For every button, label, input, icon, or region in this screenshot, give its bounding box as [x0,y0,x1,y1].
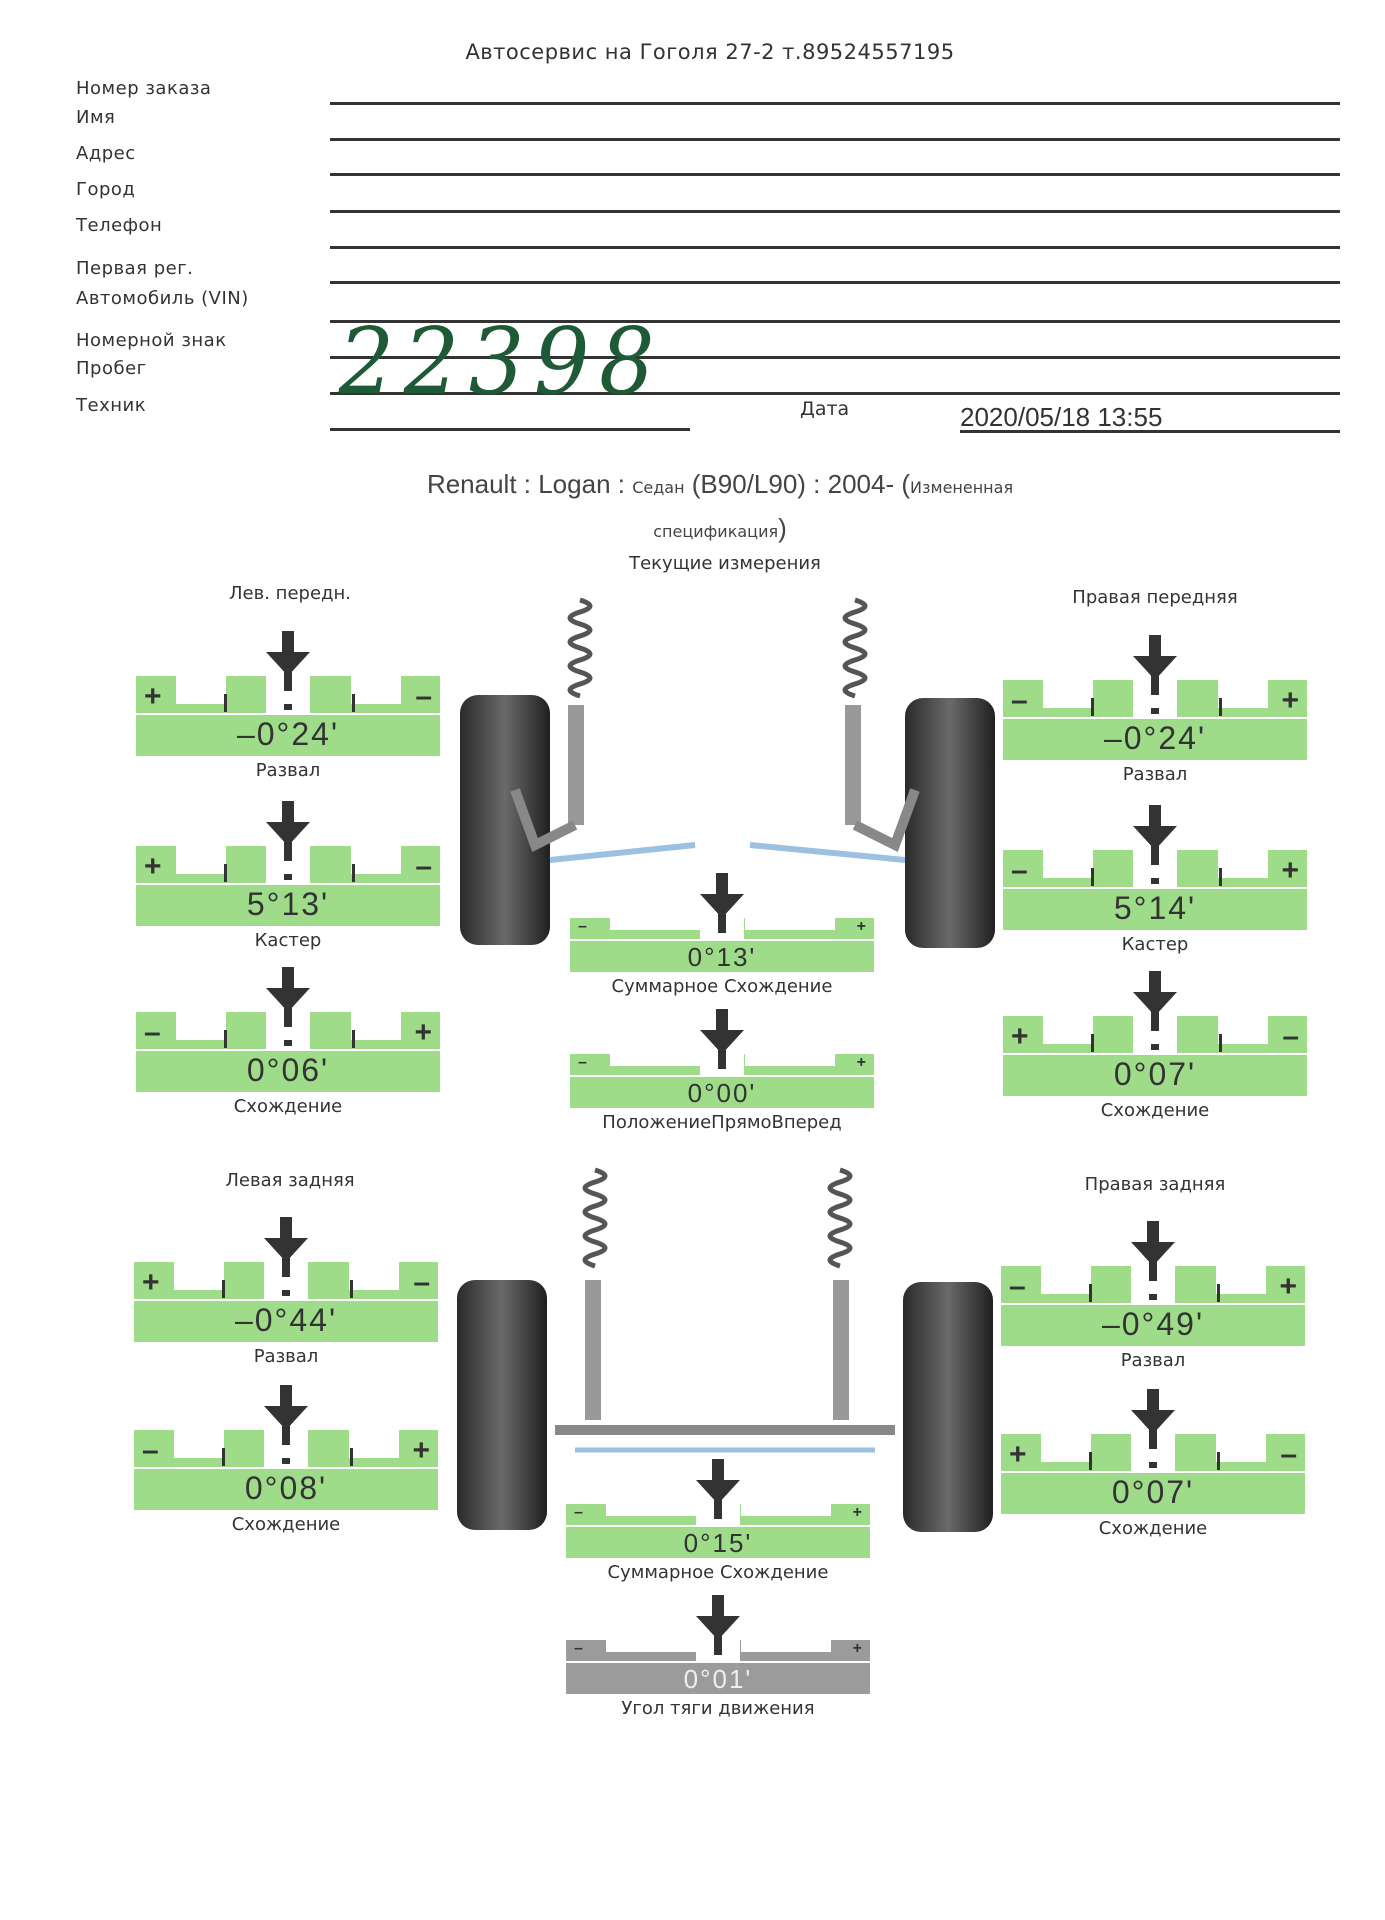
vehicle-spec-part1: Измененная [910,478,1014,497]
gauge-label: Схождение [1098,1518,1208,1539]
gauge-center-mark [284,704,292,710]
gauge-notch [610,918,700,930]
gauge-rail [1003,887,1307,889]
gauge-notch [610,1054,700,1066]
gauge-left-sign: – [144,1016,161,1049]
gauge-center-mark [1149,1462,1157,1468]
gauge-notch [176,1012,226,1040]
gauge-tick [1089,1284,1092,1302]
gauge-tick [222,1448,225,1466]
gauge-label: Суммарное Схождение [611,976,833,997]
gauge-value: 0°01' [683,1664,753,1694]
gauge-right-sign: + [1281,854,1299,887]
gauge-right-sign: + [412,1434,430,1467]
gauge-value: 0°00' [687,1078,757,1108]
gauge-left-sign: – [142,1434,159,1467]
gauge-left-sign: + [144,850,162,883]
rear-right-tire [903,1282,993,1532]
gauge-notch [349,1430,399,1458]
form-line [330,138,1340,141]
gauge-pointer-arrow-icon [700,873,744,933]
gauge-value: 5°14' [1113,890,1197,926]
gauge-rail [570,939,874,941]
field-label-name: Имя [76,107,116,128]
gauge-pointer-arrow-icon [1131,1221,1175,1281]
gauge-value: 0°07' [1113,1056,1197,1092]
gauge-tick [350,1280,353,1298]
gauge-rail [136,883,440,885]
gauge-right-sign: – [1280,1438,1297,1471]
gauge-label: Схождение [1100,1100,1210,1121]
gauge-right-sign: – [415,680,432,713]
gauge-left-sign: + [142,1266,160,1299]
gauge-notch [351,846,401,874]
gauge-value: –0°24' [1103,720,1207,756]
gauge-tick [1091,868,1094,886]
field-label-vin: Автомобиль (VIN) [76,288,249,309]
form-line [330,102,1340,105]
gauge-center-mark [284,1040,292,1046]
front-right-tire [905,698,995,948]
rear-right-title: Правая задняя [1084,1174,1226,1195]
gauge-right-sign: + [414,1016,432,1049]
gauge-notch [745,918,835,930]
vehicle-code-years: (B90/L90) : 2004- ( [684,469,911,499]
gauge-label: Схождение [231,1514,341,1535]
gauge-value: 0°15' [683,1528,753,1558]
service-header: Автосервис на Гоголя 27-2 т.89524557195 [465,40,955,64]
gauge-notch [1043,1016,1093,1044]
gauge-notch [1043,850,1093,878]
gauge-pointer-arrow-icon [700,1009,744,1069]
gauge-right-sign: + [856,918,866,935]
gauge-rail [134,1299,438,1301]
form-line [330,281,1340,284]
gauge-label: Развал [255,760,321,781]
date-label: Дата [800,398,850,420]
gauge-left-sign: + [144,680,162,713]
gauge-pointer-arrow-icon [1133,805,1177,865]
gauge-label: Развал [253,1346,319,1367]
gauge-tick [1217,1452,1220,1470]
gauge-notch [1216,1266,1266,1294]
gauge-notch [606,1504,696,1516]
gauge-notch [741,1640,831,1652]
gauge-tick [1091,1034,1094,1052]
gauge-value: –0°49' [1101,1306,1205,1342]
gauge-left-sign: + [1011,1020,1029,1053]
gauge-left-sign: – [1011,854,1028,887]
gauge-notch [1216,1434,1266,1462]
form-line [330,428,690,431]
gauge-rail [1003,717,1307,719]
front-left-title: Лев. передн. [229,583,351,604]
gauge-notch [1041,1434,1091,1462]
form-line [330,173,1340,176]
gauge-label: Кастер [254,930,322,951]
gauge-pointer-arrow-icon [696,1595,740,1655]
gauge-tick [350,1448,353,1466]
gauge-notch [174,1430,224,1458]
vehicle-spec-close: ) [778,513,787,543]
gauge-rail [1003,1053,1307,1055]
gauge-left-sign: – [574,1640,583,1657]
gauge-right-sign: + [852,1504,862,1521]
gauge-tick [222,1280,225,1298]
field-label-plate: Номерной знак [76,330,227,351]
gauge-value: –0°44' [234,1302,338,1338]
gauge-pointer-arrow-icon [266,631,310,691]
gauge-rail [136,713,440,715]
gauge-notch [741,1504,831,1516]
gauge-value: 0°07' [1111,1474,1195,1510]
field-label-first-reg: Первая рег. [76,258,194,279]
gauge-tick [352,864,355,882]
gauge-tick [352,694,355,712]
gauge-right-sign: – [413,1266,430,1299]
gauge-tick [1091,698,1094,716]
front-left-tire [460,695,550,945]
gauge-right-sign: – [415,850,432,883]
gauge-tick [1089,1452,1092,1470]
gauge-value: –0°24' [236,716,340,752]
vehicle-make-model: Renault : Logan : [426,469,633,499]
gauge-notch [174,1262,224,1290]
gauge-value: 0°13' [687,942,757,972]
field-label-address: Адрес [76,143,136,164]
gauge-right-sign: + [856,1054,866,1071]
gauge-pointer-arrow-icon [266,801,310,861]
gauge-center-mark [282,1290,290,1296]
gauge-label: ПоложениеПрямоВперед [602,1112,842,1133]
gauge-notch [606,1640,696,1652]
gauge-notch [176,846,226,874]
gauge-label: Схождение [233,1096,343,1117]
gauge-value: 0°06' [246,1052,330,1088]
field-label-technician: Техник [76,395,147,416]
current-measurements-title: Текущие измерения [629,553,821,574]
vehicle-body: Седан [632,478,685,497]
gauge-label: Угол тяги движения [621,1698,815,1719]
gauge-tick [224,864,227,882]
vehicle-spec-part2: спецификация [653,522,779,541]
gauge-pointer-arrow-icon [264,1217,308,1277]
gauge-center-mark [1151,1044,1159,1050]
field-label-mileage: Пробег [76,358,147,379]
gauge-tick [1217,1284,1220,1302]
gauge-rail [1001,1303,1305,1305]
gauge-tick [224,1030,227,1048]
vehicle-description [380,464,1060,552]
gauge-notch [1043,680,1093,708]
gauge-notch [1218,680,1268,708]
gauge-rail [1001,1471,1305,1473]
gauge-notch [176,676,226,704]
gauge-right-sign: + [852,1640,862,1657]
gauge-notch [351,1012,401,1040]
gauge-notch [349,1262,399,1290]
gauge-pointer-arrow-icon [696,1459,740,1519]
gauge-label: Кастер [1121,934,1189,955]
gauge-notch [1218,1016,1268,1044]
gauge-rail [566,1661,870,1663]
gauge-tick [352,1030,355,1048]
gauge-center-mark [1151,708,1159,714]
field-label-phone: Телефон [76,215,163,236]
gauge-label: Суммарное Схождение [607,1562,829,1583]
gauge-notch [1041,1266,1091,1294]
gauge-left-sign: – [1009,1270,1026,1303]
gauge-label: Развал [1122,764,1188,785]
rear-left-tire [457,1280,547,1530]
gauge-pointer-arrow-icon [1131,1389,1175,1449]
gauge-left-sign: + [1009,1438,1027,1471]
handwritten-plate-number: 22398 [338,308,665,415]
gauge-pointer-arrow-icon [266,967,310,1027]
gauge-left-sign: – [578,918,587,935]
gauge-left-sign: – [1011,684,1028,717]
gauge-notch [351,676,401,704]
gauge-center-mark [282,1458,290,1464]
gauge-left-sign: – [578,1054,587,1071]
gauge-value: 5°13' [246,886,330,922]
gauge-rail [566,1525,870,1527]
field-label-city: Город [76,179,136,200]
gauge-pointer-arrow-icon [264,1385,308,1445]
gauge-notch [1218,850,1268,878]
gauge-label: Развал [1120,1350,1186,1371]
field-label-order: Номер заказа [76,78,212,99]
date-value: 2020/05/18 13:55 [960,402,1163,432]
gauge-center-mark [1151,878,1159,884]
gauge-tick [1219,698,1222,716]
gauge-value: 0°08' [244,1470,328,1506]
rear-left-title: Левая задняя [225,1170,355,1191]
gauge-right-sign: – [1282,1020,1299,1053]
gauge-rail [136,1049,440,1051]
gauge-center-mark [1149,1294,1157,1300]
gauge-pointer-arrow-icon [1133,971,1177,1031]
form-line [330,246,1340,249]
gauge-pointer-arrow-icon [1133,635,1177,695]
gauge-notch [745,1054,835,1066]
gauge-rail [570,1075,874,1077]
gauge-center-mark [284,874,292,880]
gauge-tick [224,694,227,712]
gauge-rail [134,1467,438,1469]
gauge-left-sign: – [574,1504,583,1521]
gauge-tick [1219,868,1222,886]
gauge-right-sign: + [1281,684,1299,717]
front-right-title: Правая передняя [1072,587,1238,608]
form-line [330,210,1340,213]
gauge-tick [1219,1034,1222,1052]
gauge-right-sign: + [1279,1270,1297,1303]
